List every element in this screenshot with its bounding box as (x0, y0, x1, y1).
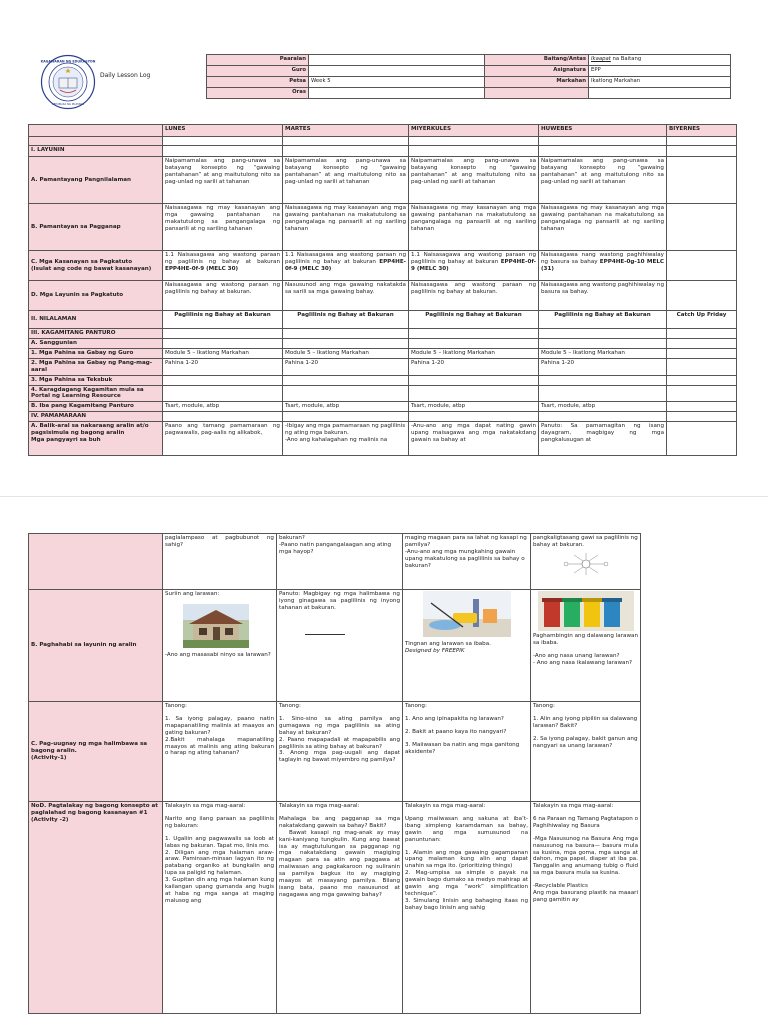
row-pamantayan-sa-pagganap (29, 204, 737, 251)
cell-psp-miyerkules: Naisasagawa ng may kasanayan ang mga gawaing pantahanan na makatutulong sa pangangalaga ng pansarili at ng sariling tahanan (409, 204, 539, 251)
cell-ba-miyerkules: -Anu-ano ang mga dapat nating gawin upang maisagawa ang mga nakatakdang gawain sa bahay at (409, 422, 539, 456)
cell-pl-miyerkules: Talakayin sa mga mag-aaral: Upang maiiwasan ang sakuna at iba’t-ibang simpleng karamdaman sa bahay, gawin ang mga sumusunod na panuntunan: 1. Alamin ang mga gawaing gagampanan upang malaman kung alin ang dapat unahin sa mga ito. (prioritizing things) 2. Mag-umpisa sa simple o payak na gawain bago dumako sa medyo mahirap at gawin ang mga “work” simplification technique”. 3. Simulang linisin ang bahaging itaas ng bahay bago linisin ang sahig (403, 802, 531, 1014)
cell-gg-huwebes: Module 5 – Ikatlong Markahan (539, 348, 667, 358)
melc-code: EPP4HE-0f-9 (MELC 30) (411, 258, 536, 272)
row-kagamitan (29, 329, 737, 339)
cell-pl-lunes: Talakayin sa mga mag-aaral: Narito ang ilang paraan sa paglilinis ng bakuran: 1. Ugaliin ang pagwawalis sa loob at labas ng bakuran. Tapat mo, linis mo. 2. Diligan ang mga halaman araw-araw. Paminsan-minsan lagyan ito ng patabang organiko at bungkalin ang lupa sa paligid ng halaman. 3. Gupitan din ang mga halaman kung kailangan upang gumanda ang hugis at haba ng mga sanga at maging malusog ang (163, 802, 277, 1014)
cell-ip-huwebes: Tsart, module, atbp (539, 402, 667, 412)
label-oras: Oras (207, 88, 309, 99)
header-empty-cell (485, 88, 589, 99)
cell-pp-huwebes: Naipamamalas ang pang-unawa sa batayang konsepto ng “gawaing pantahanan” at ang maitutulong nito sa pag-unlad ng sarili at tahanan (539, 157, 667, 204)
cell-psp-lunes: Naisasagawa ng may kasanayan ang mga gawaing pantahanan na makatutulong sa pangangalaga ng pansarili at ng sariling tahanan (163, 204, 283, 251)
cell-ip-martes: Tsart, module, atbp (283, 402, 409, 412)
cell-pu-lunes: Tanong: 1. Sa iyong palagay, paano natin mapapanatiling malinis at maayos an gating bakuran? 2.Bakit mahalaga mapanatiling maayos at malinis ang ating bakuran o harap ng ating tahanan? (163, 702, 277, 802)
day-miyerkules: MIYERKULES (409, 125, 539, 137)
cell-ba-huwebes: Panuto: Sa pamamagitan ng isang dayagram, magbigay ng mga pangkalusugan at (539, 422, 667, 456)
value-guro (309, 66, 485, 77)
cell-ph-huwebes: Paghambingin ang dalawang larawan sa ibaba. -Ano ang nasa unang larawan? - Ano ang nasa ikalawang larawan? (531, 590, 641, 702)
row-layunin-pagkatuto (29, 281, 737, 311)
label-guro: Guro (207, 66, 309, 77)
row-pamamaraan (29, 412, 737, 422)
cell-lp-miyerkules: Naisasagawa ang wastong paraan ng paglilinis ng bahay at bakuran. (409, 281, 539, 311)
cell-psp-huwebes: Naisasagawa ng may kasanayan ang mga gawaing pantahanan na makatutulong sa pangangalaga ng pansarili at ng sariling tahanan (539, 204, 667, 251)
cell-kas-martes: 1.1 Naisasagawa ang wastong paraan ng paglilinis ng bahay at bakuran EPP4HE-0f-9 (MELC 30) (283, 251, 409, 281)
row-pamantayang-pangnilalaman (29, 157, 737, 204)
cell-nil-huwebes: Paglilinis ng Bahay at Bakuran (539, 311, 667, 329)
value-asignatura: EPP (589, 66, 731, 77)
cell-ba-lunes: Paano ang tamang pamamaraan ng pagwawalis, pag-aalis ng alikabok, (163, 422, 283, 456)
cell-gg-lunes: Module 5 – Ikatlong Markahan (163, 348, 283, 358)
cell-psp-martes: Naisasagawa ng may kasanayan ang mga gawaing pantahanan na makatutulong sa pangangalaga ng pansarili at ng sariling tahanan (283, 204, 409, 251)
day-biyernes: BIYERNES (667, 125, 737, 137)
cell-lp-lunes: Naisasagawa ang wastong paraan ng paglilinis ng bahay at bakuran. (163, 281, 283, 311)
label-baitang: Baitang/Antas (485, 55, 589, 66)
row-paghahabi (29, 590, 641, 702)
svg-text:KAGAWARAN NG EDUKASYON: KAGAWARAN NG EDUKASYON (40, 59, 96, 64)
row-lr-portal (29, 385, 737, 402)
row-continued (29, 534, 641, 590)
melc-code: EPP4HE-0g-10 MELC (31) (541, 258, 664, 272)
cell-lp-martes: Nasusunod ang mga gawaing nakatakda sa sarili sa mga gawaing bahay. (283, 281, 409, 311)
cleaning-accident-image (423, 591, 511, 637)
value-markahan: Ikatlong Markahan (589, 77, 731, 88)
svg-text:REPUBLIKA NG PILIPINAS: REPUBLIKA NG PILIPINAS (51, 103, 85, 106)
doc-title: Daily Lesson Log (100, 72, 151, 79)
value-petsa: Week 5 (309, 77, 485, 88)
cell-ph-lunes: Suriin ang larawan: -Ano ang masasabi ninyo sa larawan? (163, 590, 277, 702)
cell-cont-miyerkules: maging magaan para sa lahat ng kasapi ng pamilya? -Anu-ano ang mga mungkahing gawain upang makatulong sa paglilinis sa bahay o bakuran? (403, 534, 531, 590)
cell-lp-huwebes: Naisasagawa ang wastong paghihiwalay ng basura sa bahay. (539, 281, 667, 311)
lesson-table-page-1 (28, 124, 737, 456)
label-balik-aral-1: A. Balik-aral sa nakaraang aralin at/o pagsisimula ng bagong aralin (31, 423, 149, 437)
label-balik-aral-2: Mga pangyayri sa buh (31, 436, 101, 443)
melc-code: EPP4HE-0f-9 (MELC 30) (165, 265, 239, 272)
header-table-right (484, 54, 731, 99)
house-yard-image (183, 604, 249, 648)
row-gabay-guro (29, 348, 737, 358)
label-iba-pang: B. Iba pang Kagamitang Panturo (29, 402, 163, 412)
cell-cont-martes: bakuran? -Paano natin pangangalaagan ang ating mga hayop? (277, 534, 403, 590)
label-lr-portal: 4. Karagdagang Kagamitan mula sa Portal ng Learning Resource (29, 385, 163, 402)
cell-kas-huwebes: Naisasagawa nang wastong paghihiwalay ng basura sa bahay EPP4HE-0g-10 MELC (31) (539, 251, 667, 281)
row-paglalahad (29, 802, 641, 1014)
day-huwebes: HUWEBES (539, 125, 667, 137)
days-header-row (29, 125, 737, 137)
cell-kas-miyerkules: 1.1 Naisasagawa ang wastong paraan ng paglilinis ng bahay at bakuran EPP4HE-0f-9 (MELC 30) (409, 251, 539, 281)
cell-pp-martes: Naipamamalas ang pang-unawa sa batayang konsepto ng “gawaing pantahanan” at ang maitutulong nito sa pag-unlad ng sarili at tahanan (283, 157, 409, 204)
cell-pu-martes: Tanong: 1. Sino-sino sa ating pamilya ang gumagawa ng mga paglilinis sa ating bahay at bakuran? 2. Paano mapapadali at mapapabilis ang paglilinis sa ating bahay at bakuran? 3. Anong mga pag-uugali ang dapat taglayin ng bawat miyembro ng pamilya? (277, 702, 403, 802)
cell-gg-martes: Module 5 – Ikatlong Markahan (283, 348, 409, 358)
cell-pp-lunes: Naipamamalas ang pang-unawa sa batayang konsepto ng “gawaing pantahanan” at ang maitutulong nito sa pag-unlad ng sarili at tahanan (163, 157, 283, 204)
label-petsa: Petsa (207, 77, 309, 88)
label-nilalaman: II. NILALAMAN (29, 311, 163, 329)
melc-code: EPP4HE-0f-9 (MELC 30) (285, 258, 406, 272)
cell-psp-biyernes (667, 204, 737, 251)
cell-pu-huwebes: Tanong: 1. Alin ang iyong pipiliin sa dalawang larawan? Bakit? 2. Sa iyong palagay, bakit ganun ang nangyari sa unang larawan? (531, 702, 641, 802)
header-table-left (206, 54, 485, 99)
row-pang-magaaral (29, 358, 737, 375)
cell-pp-miyerkules: Naipamamalas ang pang-unawa sa batayang konsepto ng “gawaing pantahanan” at ang maitutulong nito sa pag-unlad ng sarili at tahanan (409, 157, 539, 204)
label-pamantayan-sa-pagganap: B. Pamantayan sa Pagganap (29, 204, 163, 251)
value-paaralan (309, 55, 485, 66)
label-layunin-pagkatuto: D. Mga Layunin sa Pagkatuto (29, 281, 163, 311)
cell-kas-biyernes (667, 251, 737, 281)
cell-cont-huwebes: pangkaligtasang gawi sa paglilinis ng bahay at bakuran. (531, 534, 641, 590)
cell-nil-lunes: Paglilinis ng Bahay at Bakuran (163, 311, 283, 329)
cell-pp-biyernes (667, 157, 737, 204)
row-teksbuk (29, 375, 737, 385)
document-page-1 (0, 0, 768, 486)
day-martes: MARTES (283, 125, 409, 137)
cell-ip-lunes: Tsart, module, atbp (163, 402, 283, 412)
row-layunin (29, 146, 737, 157)
label-pang-magaaral: 2. Mga Pahina sa Gabay ng Pang-mag-aaral (29, 358, 163, 375)
label-kasanayan-2: (Isulat ang code ng bawat kasanayan) (31, 265, 152, 272)
section-kagamitan: III. KAGAMITANG PANTURO (29, 329, 163, 339)
cell-kas-lunes: 1.1 Naisasagawa ang wastong paraan ng paglilinis ng bahay at bakuran EPP4HE-0f-9 (MELC 30) (163, 251, 283, 281)
row-balik-aral (29, 422, 737, 456)
value-baitang-rest: na Baitang (610, 56, 642, 62)
value-baitang (589, 55, 731, 66)
label-paglalahad: NoD. Pagtalakay ng bagong konsepto at paglalahad ng bagong kasanayan #1 (Activity -2) (29, 802, 163, 1014)
label-kasanayan (29, 251, 163, 281)
waste-bins-image (538, 591, 634, 631)
hygiene-diagram-icon (556, 551, 616, 577)
label-continued (29, 534, 163, 590)
row-sanggunian (29, 338, 737, 348)
row-kasanayan (29, 251, 737, 281)
cell-pl-huwebes: Talakayin sa mga mag-aaral: 6 na Paraan ng Tamang Pagtatapon o Paghihiwalay ng Basura -Mga Nasusunog na Basura Ang mga nasusunog na basura— basura mula sa kusina, mga goma, mga sanga at dahon, mga papel, diaper at iba pa. Tanggalin ang anumang tubig o fluid sa mga basura mula sa kusina. -Recyclable Plastics Ang mga basurang plastik na maaari pang gamitin ay (531, 802, 641, 1014)
cell-pm-huwebes: Pahina 1-20 (539, 358, 667, 375)
corner-cell (29, 125, 163, 137)
label-sanggunian: A. Sanggunian (29, 338, 163, 348)
cell-nil-biyernes: Catch Up Friday (667, 311, 737, 329)
cell-pu-miyerkules: Tanong: 1. Ano ang ipinapakita ng larawan? 2. Bakit at paano kaya ito nangyari? 3. Maiiwasan ba natin ang mga ganitong aksidente? (403, 702, 531, 802)
cell-lp-biyernes (667, 281, 737, 311)
label-paaralan: Paaralan (207, 55, 309, 66)
label-gabay-guro: 1. Mga Pahina sa Gabay ng Guro (29, 348, 163, 358)
row-paguugnay (29, 702, 641, 802)
row-nilalaman (29, 311, 737, 329)
label-markahan: Markahan (485, 77, 589, 88)
header-empty-value (589, 88, 731, 99)
label-teksbuk: 3. Mga Pahina sa Teksbuk (29, 375, 163, 385)
cell-pl-martes: Talakayin sa mga mag-aaral: Mahalaga ba ang pagganap sa mga nakatakdang gawain sa bahay? Bakit? Bawat kasapi ng mag-anak ay may kani-kaniyang tungkulin. Kung ang bawat isa ay magtutulungan sa pagganap ng mga nakatakdang gawain magiging magaan para sa atin ang paggawa at maiiwasan ang pagkakaroon ng suliranin sa pamilya bagkus ito ay magiging maayos at masayang pamilya. Bilang isang bata, paano mo nasusunod at nagagawa ang mga gawaing bahay? (277, 802, 403, 1014)
deped-seal-logo (40, 54, 96, 110)
cell-nil-miyerkules: Paglilinis ng Bahay at Bakuran (409, 311, 539, 329)
cell-cont-lunes: paglalampaso at pagbubunot ng sahig? (163, 534, 277, 590)
label-kasanayan-1: C. Mga Kasanayan sa Pagkatuto (31, 258, 133, 265)
cell-pm-miyerkules: Pahina 1-20 (409, 358, 539, 375)
answer-line (305, 634, 345, 635)
cell-ip-miyerkules: Tsart, module, atbp (409, 402, 539, 412)
cell-ba-martes: -Ibigay ang mga pamamaraan ng paglilinis ng ating mga bakuran. -Ano ang kahalagahan ng malinis na (283, 422, 409, 456)
cell-nil-martes: Paglilinis ng Bahay at Bakuran (283, 311, 409, 329)
cell-pm-lunes: Pahina 1-20 (163, 358, 283, 375)
day-lunes: LUNES (163, 125, 283, 137)
label-paghahabi: B. Paghahabi sa layunin ng aralin (29, 590, 163, 702)
section-layunin: I. LAYUNIN (29, 146, 163, 157)
section-pamamaraan: IV. PAMAMARAAN (29, 412, 163, 422)
document-page-2 (0, 496, 768, 1025)
row-blank (29, 137, 737, 146)
label-paguugnay: C. Pag-uugnay ng mga halimbawa sa bagong aralin. (Activity-1) (29, 702, 163, 802)
cell-gg-miyerkules: Module 5 – Ikatlong Markahan (409, 348, 539, 358)
lesson-table-page-2 (28, 533, 641, 1014)
cell-ph-miyerkules: Tingnan ang larawan sa ibaba. Designed by FREEPIK (403, 590, 531, 702)
value-oras (309, 88, 485, 99)
label-pamantayang-pangnilalaman: A. Pamantayang Pangnilalaman (29, 157, 163, 204)
cell-ph-martes: Panuto: Magbigay ng mga halimbawa ng iyong ginagawa sa paglilinis ng inyong tahanan at bakuran. (277, 590, 403, 702)
label-asignatura: Asignatura (485, 66, 589, 77)
label-balik-aral (29, 422, 163, 456)
value-baitang-italic: Ikaapat (591, 56, 611, 62)
cell-pm-martes: Pahina 1-20 (283, 358, 409, 375)
row-iba-pang (29, 402, 737, 412)
